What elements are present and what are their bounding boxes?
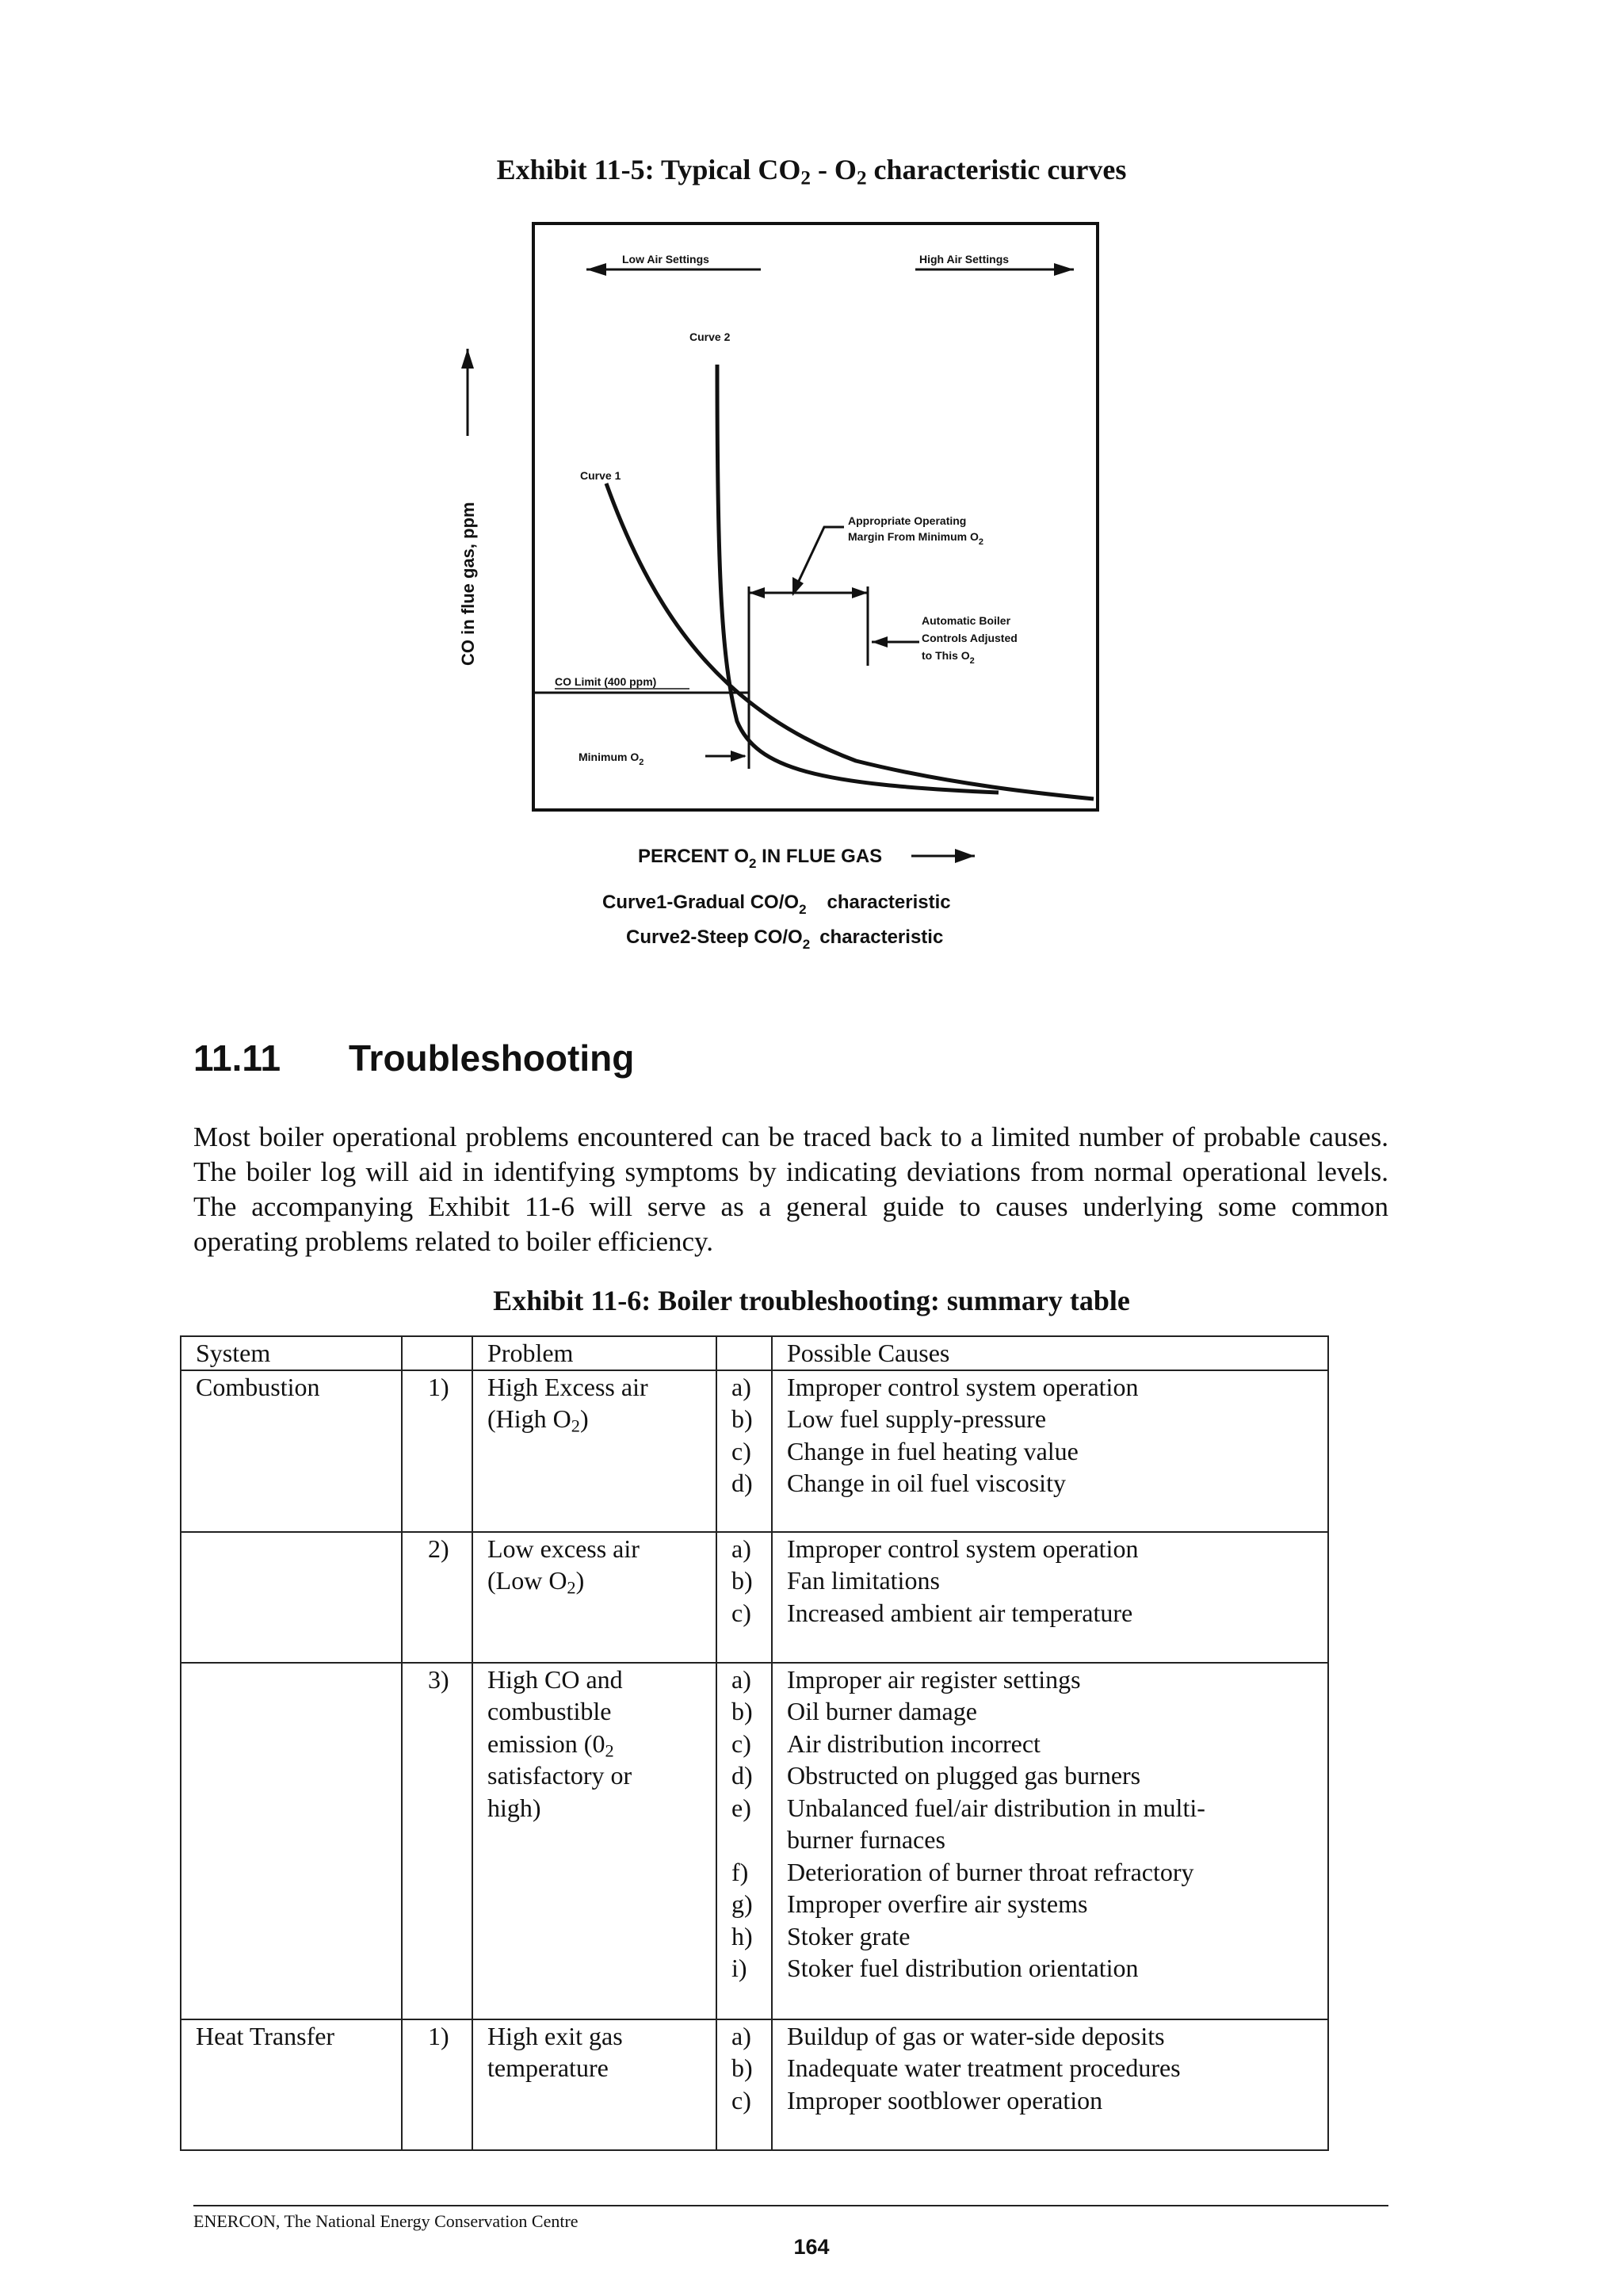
problem-number: 2) (402, 1532, 472, 1663)
table-row (181, 2019, 1328, 2150)
legend-curve-2: Curve2-Steep $CO/O_2$ characteristic (626, 926, 944, 952)
minimum-o2-label: Minimum $O_2$ (579, 751, 644, 767)
system-cell: Combustion (181, 1370, 402, 1532)
troubleshooting-table (180, 1335, 1329, 2151)
curve-2 (717, 365, 999, 793)
page-number: 164 (793, 2235, 830, 2259)
causes-cell: Buildup of gas or water-side deposits Inadequate water treatment procedures Improper sootblower operation (772, 2019, 1328, 2150)
footer-text: ENERCON, The National Energy Conservation Centre (193, 2211, 579, 2231)
table-header-row (181, 1336, 1328, 1370)
table-row (181, 1663, 1328, 2019)
intro-paragraph: Most boiler operational problems encountered can be traced back to a limited number of probable causes. The boiler log will aid in identifying symptoms by indicating deviations from normal operational levels. The accompanying Exhibit 11-6 will serve as a general guide to causes underlying some common operating problems related to boiler efficiency. (193, 1121, 1388, 1257)
automatic-label: Automatic Boiler (922, 614, 1011, 627)
section-title: Troubleshooting (349, 1037, 635, 1079)
header-problem: Problem (472, 1336, 716, 1370)
to-this-label: to This $O_2$ (922, 649, 975, 666)
x-axis-label: PERCENT $O_2$ IN FLUE GAS (638, 846, 883, 871)
co-limit-label: CO Limit (400 ppm) (555, 675, 657, 688)
table-row (181, 1532, 1328, 1663)
exhibit-11-6-title: Exhibit 11-6: Boiler troubleshooting: summary table (493, 1285, 1130, 1316)
low-air-label: Low Air Settings (622, 253, 709, 266)
problem-cell: Low excess air (Low $O_2$) (472, 1532, 716, 1663)
causes-cell: Improper control system operation Low fuel supply-pressure Change in fuel heating value Change in oil fuel viscosity (772, 1370, 1328, 1532)
causes-cell: Improper air register settings Oil burner damage Air distribution incorrect Obstructed on plugged gas burners Unbalanced fuel/air distribution in multi- burner furnaces Deterioration of burner throat refractory Improper overfire air systems Stoker grate Stoker fuel distribution orientation (772, 1663, 1328, 2019)
section-heading (193, 1037, 634, 1079)
section-number: 11.11 (193, 1037, 281, 1079)
high-air-label: High Air Settings (919, 253, 1010, 266)
problem-number: 3) (402, 1663, 472, 2019)
exhibit-11-5-title: Exhibit 11-5: Typical $CO_2 - O_2$ characteristic curves (496, 154, 1127, 189)
margin-label: Margin From Minimum $O_2$ (848, 530, 984, 547)
table-row (181, 1370, 1328, 1532)
co-o2-characteristic-figure (444, 214, 1141, 959)
cause-letters: a) b) c) (716, 2019, 772, 2150)
system-cell (181, 1663, 402, 2019)
footer-divider (193, 2205, 1388, 2206)
y-axis-label: CO in flue gas, ppm (458, 502, 478, 666)
curve-1-label: Curve 1 (580, 469, 621, 482)
system-cell (181, 1532, 402, 1663)
problem-cell: High exit gas temperature (472, 2019, 716, 2150)
cause-letters: a) b) c) d) e) f) g) h) i) (716, 1663, 772, 2019)
cause-letters: a) b) c) d) (716, 1370, 772, 1532)
legend-curve-1: Curve1-Gradual $CO/O_2$ characteristic (602, 892, 951, 917)
problem-cell: High CO and combustible emission ($0_2$ satisfactory or high) (472, 1663, 716, 2019)
header-causes: Possible Causes (772, 1336, 1328, 1370)
system-cell: Heat Transfer (181, 2019, 402, 2150)
appropriate-label: Appropriate Operating (848, 514, 967, 527)
controls-label: Controls Adjusted (922, 632, 1018, 644)
header-system: System (181, 1336, 402, 1370)
problem-number: 1) (402, 2019, 472, 2150)
problem-number: 1) (402, 1370, 472, 1532)
causes-cell: Improper control system operation Fan limitations Increased ambient air temperature (772, 1532, 1328, 1663)
cause-letters: a) b) c) (716, 1532, 772, 1663)
curve-2-label: Curve 2 (689, 330, 731, 343)
problem-cell: High Excess air (High $O_2$) (472, 1370, 716, 1532)
